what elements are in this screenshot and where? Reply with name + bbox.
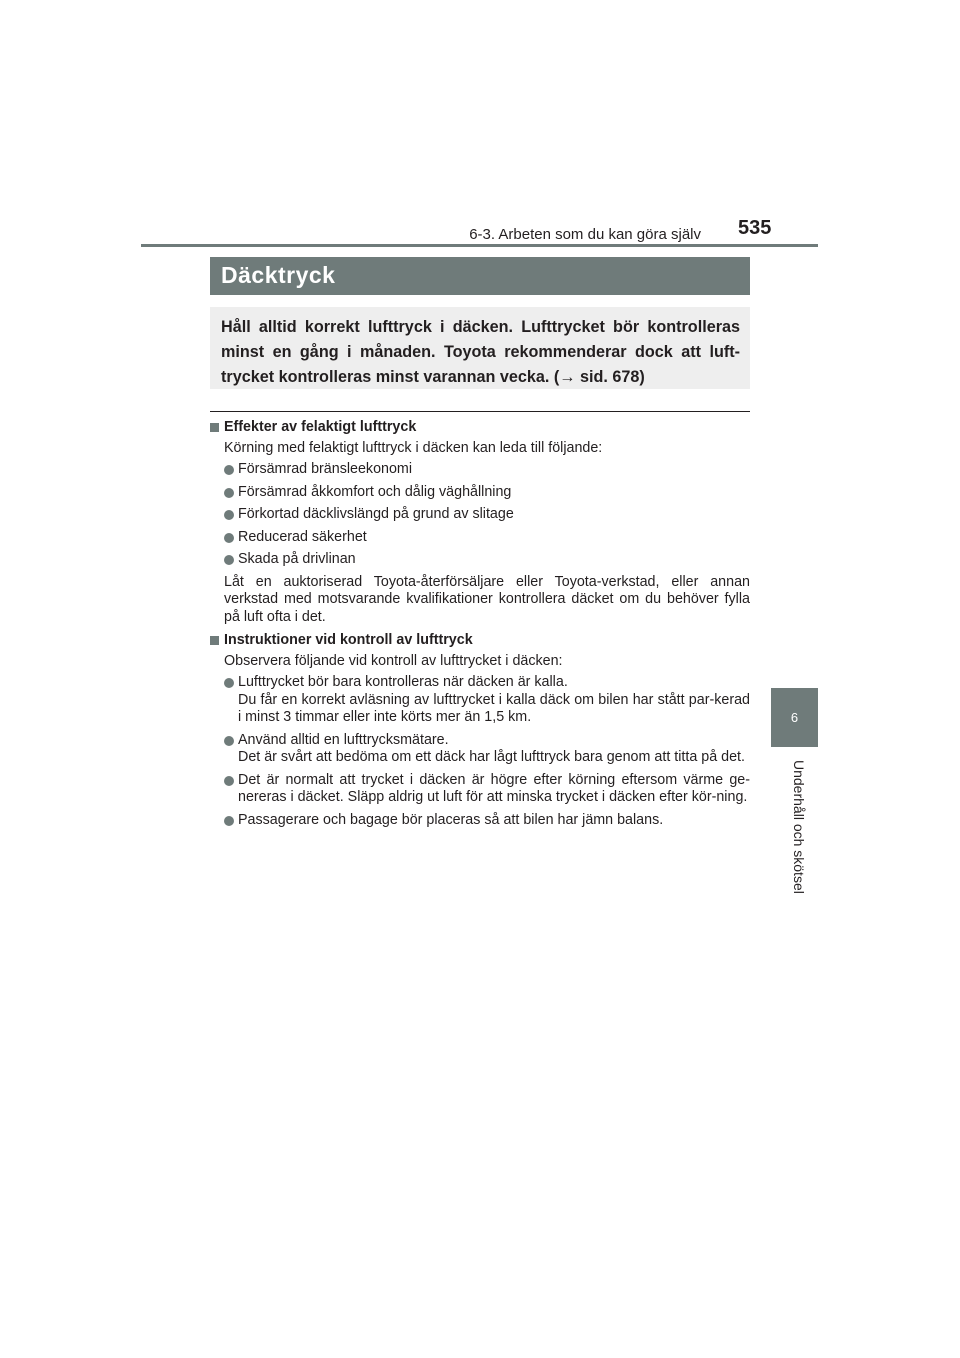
list-item — [210, 529, 750, 547]
list-item — [210, 484, 750, 502]
list-item-text: Försämrad åkkomfort och dålig väghållning — [238, 483, 512, 500]
list-item-text: Skada på drivlinan — [238, 551, 356, 567]
header-divider — [141, 244, 818, 247]
list-item-text: Försämrad bränsleekonomi — [238, 461, 413, 477]
list-item-text: Lufttrycket bör bara kontrolleras när däcken är kalla. — [238, 674, 568, 690]
section-heading-text: Instruktioner vid kontroll av lufttryck — [224, 632, 473, 648]
list-item — [210, 772, 750, 807]
page-number: 535 — [738, 217, 772, 239]
section-lead: Körning med felaktigt lufttryck i däcken kan leda till följande: — [224, 439, 603, 456]
page-title: Däcktryck — [210, 257, 750, 295]
list-item-text: Förkortad däcklivslängd på grund av slitage — [238, 506, 514, 522]
list-item — [210, 732, 750, 767]
section-lead: Observera följande vid kontroll av lufttrycket i däcken: — [224, 652, 563, 669]
circle-bullet-icon — [224, 465, 234, 475]
content-divider — [210, 411, 750, 412]
circle-bullet-icon — [224, 776, 234, 786]
list-item — [210, 812, 750, 830]
intro-text: Håll alltid korrekt lufttryck i däcken. Lufttrycket bör kontrolleras minst en gång i månaden. Toyota rekommenderar dock att luft-trycket kontrolleras minst varannan vecka. (→ sid. 678) — [221, 318, 740, 386]
running-header: 6-3. Arbeten som du kan göra själv — [469, 226, 701, 243]
intro-box — [210, 307, 750, 389]
circle-bullet-icon — [224, 533, 234, 543]
square-bullet-icon — [210, 423, 219, 432]
list-item — [210, 674, 750, 727]
list-item-text: Passagerare och bagage bör placeras så att bilen har jämn balans. — [238, 811, 664, 828]
circle-bullet-icon — [224, 510, 234, 520]
circle-bullet-icon — [224, 678, 234, 688]
circle-bullet-icon — [224, 736, 234, 746]
section-heading — [210, 632, 750, 650]
main-content — [210, 419, 750, 834]
circle-bullet-icon — [224, 816, 234, 826]
list-item — [210, 461, 750, 479]
list-item-text: Använd alltid en lufttrycksmätare. — [238, 731, 449, 748]
list-item-text: Reducerad säkerhet — [238, 528, 367, 545]
list-item — [210, 551, 750, 569]
circle-bullet-icon — [224, 488, 234, 498]
list-item-text: Det är normalt att trycket i däcken är högre efter körning eftersom värme ge-nereras i däcket. Släpp aldrig ut luft för att minska trycket i däcken efter kör-ning. — [238, 771, 750, 805]
square-bullet-icon — [210, 636, 219, 645]
chapter-tab — [771, 688, 818, 747]
list-item-detail: Du får en korrekt avläsning av lufttrycket i kalla däck om bilen har stått par-kerad i minst 3 timmar eller inte körts mer än 1,5 km. — [238, 691, 750, 725]
list-item-detail: Det är svårt att bedöma om ett däck har lågt lufttryck bara genom att titta på det. — [238, 749, 745, 765]
circle-bullet-icon — [224, 555, 234, 565]
chapter-title-vertical: Underhåll och skötsel — [791, 760, 807, 894]
list-item — [210, 506, 750, 524]
section-heading — [210, 419, 750, 437]
section-closing: Låt en auktoriserad Toyota-återförsäljare eller Toyota-verkstad, eller annan verkstad med motsvarande kvalifikationer kontrollera däcket om du behöver fylla på luft ofta i det. — [224, 573, 750, 625]
chapter-number: 6 — [790, 710, 799, 725]
section-heading-text: Effekter av felaktigt lufttryck — [224, 419, 417, 435]
